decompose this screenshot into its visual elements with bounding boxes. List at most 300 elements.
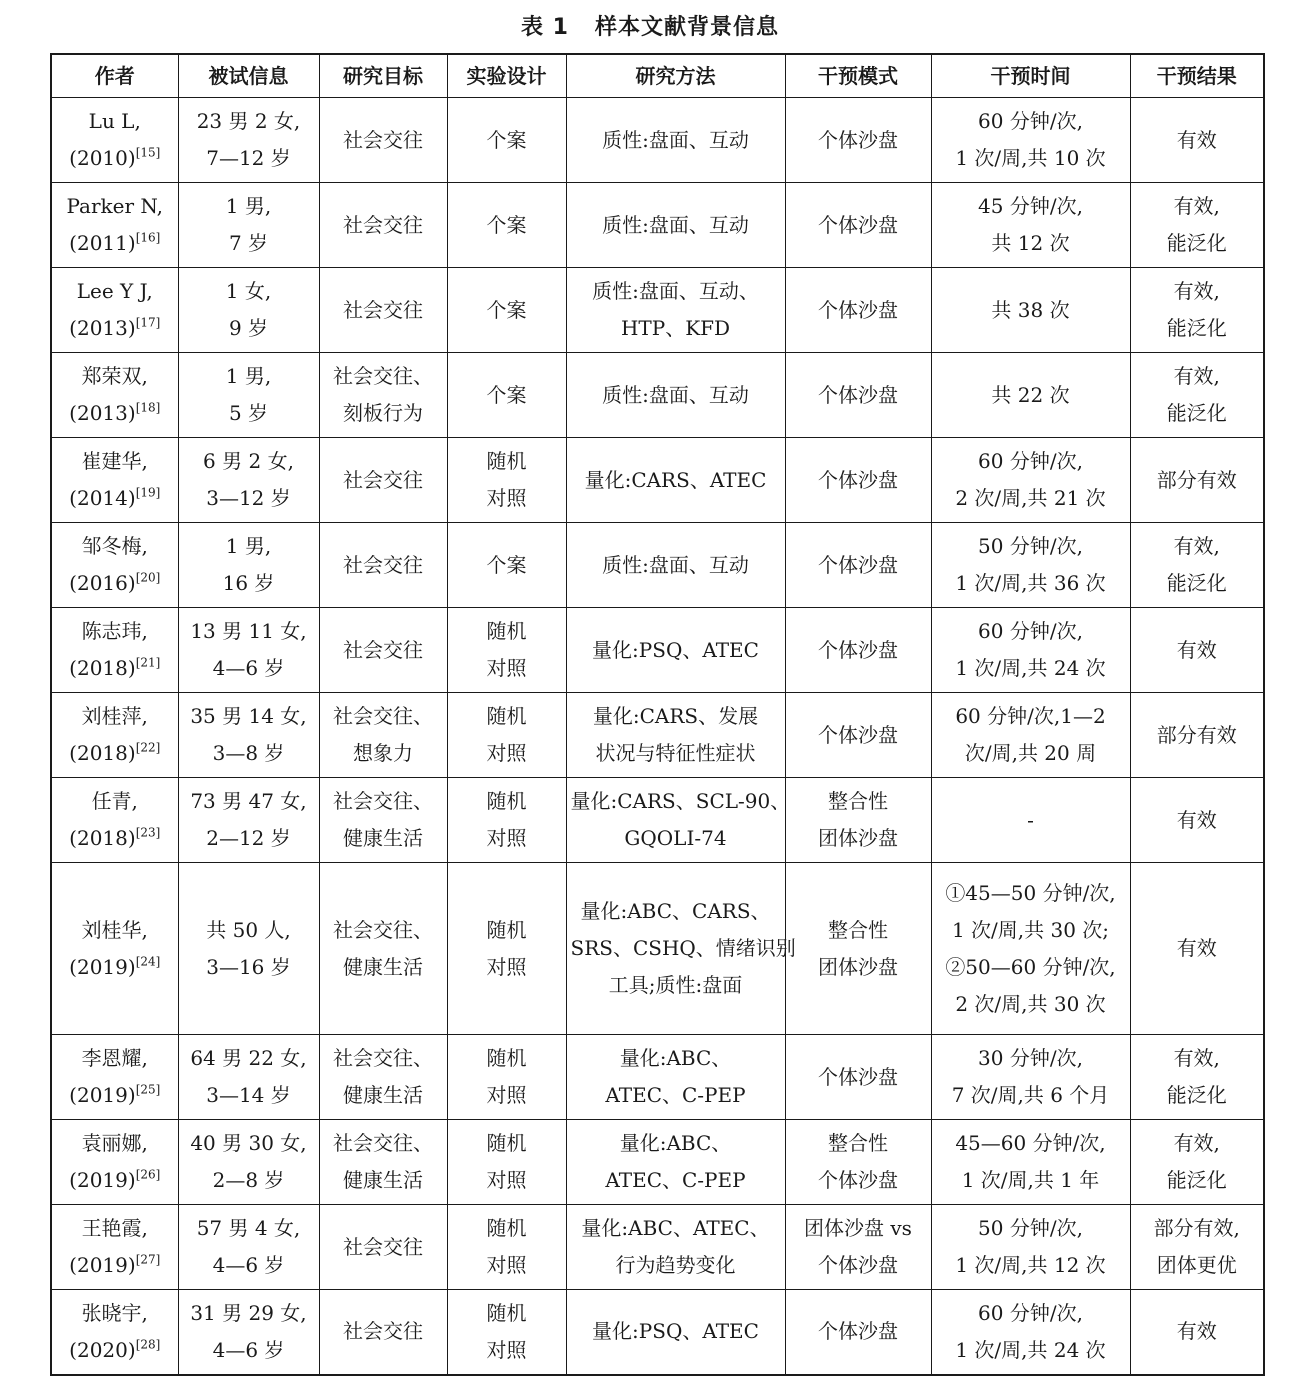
author-year-line: [56, 225, 174, 262]
cell-time: [931, 693, 1130, 778]
header-row: [51, 54, 1264, 98]
goal-text: 健康生活: [343, 826, 423, 850]
cell-author: [51, 438, 178, 523]
cell-design: [447, 1035, 566, 1120]
design-text: 随机: [486, 1046, 527, 1070]
mode-text: 个体沙盘: [818, 382, 898, 407]
cell-time: [931, 183, 1130, 268]
table-row: [51, 98, 1264, 183]
goal-text: 社会交往、: [333, 1131, 433, 1155]
cell-method: [566, 1290, 785, 1375]
subjects-text: 7 岁: [228, 231, 269, 255]
subjects-text: 3—12 岁: [206, 486, 291, 510]
author-year-line: [56, 820, 174, 857]
cell-author: [51, 1290, 178, 1375]
author-year-line: [56, 1247, 174, 1284]
author-name: 刘桂萍,: [81, 704, 148, 728]
result-text: 有效,: [1173, 364, 1220, 388]
design-text: 对照: [486, 954, 527, 979]
subjects-text: 7—12 岁: [206, 146, 291, 170]
author-name: 郑荣双,: [81, 364, 148, 388]
subjects-text: 13 男 11 女,: [190, 619, 307, 643]
subjects-text: 6 男 2 女,: [203, 449, 294, 473]
table-row: [51, 353, 1264, 438]
cell-goal: [319, 863, 447, 1035]
goal-text: 社会交往: [343, 127, 423, 152]
cell-result: [1130, 353, 1264, 438]
cell-time: [931, 778, 1130, 863]
cell-result: [1130, 1035, 1264, 1120]
cell-method: [566, 1205, 785, 1290]
mode-text: 个体沙盘: [818, 467, 898, 492]
table-row: [51, 1035, 1264, 1120]
cell-goal: [319, 778, 447, 863]
cell-subjects: [178, 268, 319, 353]
column-header-design: 实验设计: [447, 54, 566, 98]
subjects-text: 23 男 2 女,: [196, 109, 301, 133]
method-text: 量化:CARS、SCL-90、: [570, 789, 791, 813]
author-year: (2018): [69, 741, 136, 765]
result-text: 能泛化: [1166, 1168, 1227, 1192]
author-year: (2013): [69, 316, 136, 340]
author-name: 刘桂华,: [81, 917, 148, 942]
cell-design: [447, 778, 566, 863]
method-text: 量化:ABC、ATEC、: [581, 1216, 770, 1240]
method-text: 状况与特征性症状: [595, 741, 756, 765]
cell-result: [1130, 778, 1264, 863]
result-text: 有效: [1176, 807, 1217, 832]
subjects-text: 2—12 岁: [206, 826, 291, 850]
author-year-line: [56, 1332, 174, 1369]
cell-author: [51, 353, 178, 438]
cell-goal: [319, 523, 447, 608]
column-header-goal: 研究目标: [319, 54, 447, 98]
table-row: [51, 863, 1264, 1035]
column-header-result: 干预结果: [1130, 54, 1264, 98]
column-header-author: 作者: [51, 54, 178, 98]
mode-text: 个体沙盘: [818, 1064, 898, 1089]
goal-text: 社会交往、: [333, 789, 433, 813]
time-text: 7 次/周,共 6 个月: [951, 1083, 1110, 1107]
cell-time: [931, 1290, 1130, 1375]
time-text: 1 次/周,共 1 年: [961, 1168, 1100, 1192]
subjects-text: 9 岁: [228, 316, 269, 340]
cell-author: [51, 98, 178, 183]
result-text: 有效: [1176, 936, 1217, 960]
subjects-text: 2—8 岁: [212, 1168, 285, 1192]
cell-method: [566, 353, 785, 438]
cell-author: [51, 863, 178, 1035]
cell-design: [447, 98, 566, 183]
citation-ref: [20]: [135, 570, 161, 585]
cell-subjects: [178, 778, 319, 863]
cell-mode: [785, 1120, 931, 1205]
subjects-text: 3—16 岁: [206, 954, 291, 979]
design-text: 对照: [486, 486, 527, 510]
cell-time: [931, 1205, 1130, 1290]
design-text: 随机: [486, 1131, 527, 1155]
subjects-text: 1 男,: [225, 364, 272, 388]
author-year: (2014): [69, 486, 136, 510]
citation-ref: [15]: [135, 145, 161, 160]
mode-text: 整合性: [828, 789, 888, 813]
subjects-text: 64 男 22 女,: [190, 1046, 307, 1070]
time-text: 1 次/周,共 24 次: [955, 1337, 1106, 1362]
result-text: 能泛化: [1166, 1083, 1227, 1107]
cell-goal: [319, 1290, 447, 1375]
subjects-text: 3—14 岁: [206, 1083, 291, 1107]
author-year: (2010): [69, 146, 136, 170]
cell-result: [1130, 863, 1264, 1035]
cell-mode: [785, 1205, 931, 1290]
cell-design: [447, 1290, 566, 1375]
design-text: 随机: [486, 449, 527, 473]
cell-subjects: [178, 1205, 319, 1290]
goal-text: 社会交往: [343, 212, 423, 237]
cell-goal: [319, 98, 447, 183]
cell-subjects: [178, 693, 319, 778]
cell-author: [51, 1035, 178, 1120]
subjects-text: 1 女,: [225, 279, 272, 303]
cell-subjects: [178, 863, 319, 1035]
design-text: 对照: [486, 656, 527, 680]
column-header-time: 干预时间: [931, 54, 1130, 98]
author-year: (2020): [69, 1337, 136, 1362]
method-text: 质性:盘面、互动、: [592, 279, 759, 303]
mode-text: 团体沙盘: [818, 954, 898, 979]
cell-time: [931, 98, 1130, 183]
design-text: 随机: [486, 917, 527, 942]
cell-mode: [785, 1290, 931, 1375]
author-year-line: [56, 949, 174, 986]
citation-ref: [25]: [135, 1082, 161, 1097]
mode-text: 个体沙盘: [818, 127, 898, 152]
cell-subjects: [178, 183, 319, 268]
method-text: 量化:ABC、: [619, 1131, 732, 1155]
time-text: 60 分钟/次,: [978, 1300, 1083, 1325]
time-text: 60 分钟/次,1—2: [955, 704, 1106, 728]
result-text: 能泛化: [1166, 316, 1227, 340]
table-caption: [0, 10, 1300, 41]
mode-text: 个体沙盘: [818, 637, 898, 662]
table-body: [51, 98, 1264, 1375]
mode-text: 个体沙盘: [818, 552, 898, 577]
cell-method: [566, 863, 796, 1035]
cell-mode: [785, 438, 931, 523]
subjects-text: 4—6 岁: [212, 1253, 285, 1277]
time-text: 1 次/周,共 24 次: [955, 656, 1106, 680]
time-text: -: [1027, 807, 1034, 832]
author-year-line: [56, 480, 174, 517]
cell-design: [447, 608, 566, 693]
citation-ref: [27]: [135, 1252, 161, 1267]
subjects-text: 共 50 人,: [206, 917, 291, 942]
result-text: 部分有效: [1156, 467, 1237, 492]
cell-mode: [785, 778, 931, 863]
cell-goal: [319, 1035, 447, 1120]
cell-mode: [785, 523, 931, 608]
cell-time: [931, 1120, 1130, 1205]
cell-method: [566, 268, 785, 353]
cell-goal: [319, 1205, 447, 1290]
cell-mode: [785, 183, 931, 268]
method-text: 量化:CARS、ATEC: [584, 467, 767, 492]
subjects-text: 57 男 4 女,: [196, 1216, 301, 1240]
author-name: 王艳霞,: [81, 1216, 148, 1240]
result-text: 有效: [1176, 127, 1217, 152]
time-text: 共 22 次: [991, 382, 1070, 407]
cell-mode: [785, 863, 931, 1035]
time-text: ②50—60 分钟/次,: [945, 954, 1116, 979]
subjects-text: 1 男,: [225, 534, 272, 558]
cell-result: [1130, 98, 1264, 183]
author-year-line: [56, 650, 174, 687]
result-text: 团体更优: [1156, 1253, 1237, 1277]
author-name: Lu L,: [88, 109, 141, 133]
design-text: 随机: [486, 1300, 527, 1325]
cell-result: [1130, 1290, 1264, 1375]
table-row: [51, 438, 1264, 523]
cell-method: [566, 778, 791, 863]
time-text: 1 次/周,共 10 次: [955, 146, 1106, 170]
method-text: 质性:盘面、互动: [602, 212, 749, 237]
table-row: [51, 268, 1264, 353]
author-name: 任青,: [91, 789, 138, 813]
author-year: (2018): [69, 826, 136, 850]
cell-time: [931, 608, 1130, 693]
goal-text: 社会交往: [343, 297, 423, 322]
mode-text: 个体沙盘: [818, 722, 898, 747]
design-text: 个案: [486, 212, 527, 237]
result-text: 部分有效,: [1153, 1216, 1240, 1240]
cell-time: [931, 353, 1130, 438]
author-year: (2019): [69, 954, 136, 979]
cell-result: [1130, 693, 1264, 778]
goal-text: 社会交往: [343, 1319, 423, 1344]
subjects-text: 31 男 29 女,: [190, 1300, 307, 1325]
mode-text: 整合性: [828, 1131, 888, 1155]
cell-author: [51, 778, 178, 863]
mode-text: 个体沙盘: [818, 212, 898, 237]
cell-author: [51, 608, 178, 693]
mode-text: 个体沙盘: [818, 1253, 898, 1277]
mode-text: 个体沙盘: [818, 1319, 898, 1344]
author-name: 李恩耀,: [81, 1046, 148, 1070]
citation-ref: [18]: [135, 400, 161, 415]
goal-text: 健康生活: [343, 1083, 423, 1107]
cell-method: [566, 98, 785, 183]
column-header-subjects: 被试信息: [178, 54, 319, 98]
cell-time: [931, 1035, 1130, 1120]
author-name: 邹冬梅,: [81, 534, 148, 558]
time-text: 45 分钟/次,: [978, 194, 1083, 218]
cell-author: [51, 693, 178, 778]
cell-goal: [319, 1120, 447, 1205]
table-row: [51, 1290, 1264, 1375]
author-year: (2013): [69, 401, 136, 425]
table-row: [51, 693, 1264, 778]
cell-method: [566, 693, 785, 778]
method-text: 质性:盘面、互动: [602, 127, 749, 152]
result-text: 有效,: [1173, 534, 1220, 558]
column-header-method: 研究方法: [566, 54, 785, 98]
cell-design: [447, 523, 566, 608]
cell-author: [51, 523, 178, 608]
author-year: (2011): [69, 231, 136, 255]
design-text: 个案: [486, 127, 527, 152]
cell-time: [931, 863, 1130, 1035]
subjects-text: 73 男 47 女,: [190, 789, 307, 813]
method-text: 量化:CARS、发展: [592, 704, 759, 728]
cell-result: [1130, 438, 1264, 523]
cell-method: [566, 183, 785, 268]
method-text: HTP、KFD: [620, 316, 731, 340]
table-title: 样本文献背景信息: [594, 15, 779, 40]
table-row: [51, 523, 1264, 608]
method-text: 质性:盘面、互动: [602, 552, 749, 577]
citation-ref: [22]: [135, 740, 161, 755]
cell-mode: [785, 353, 931, 438]
cell-subjects: [178, 353, 319, 438]
author-year: (2016): [69, 571, 136, 595]
cell-result: [1130, 1120, 1264, 1205]
time-text: 1 次/周,共 36 次: [955, 571, 1106, 595]
goal-text: 社会交往: [343, 552, 423, 577]
cell-author: [51, 1205, 178, 1290]
author-year-line: [56, 565, 174, 602]
result-text: 有效,: [1173, 1046, 1220, 1070]
cell-mode: [785, 608, 931, 693]
mode-text: 个体沙盘: [818, 297, 898, 322]
cell-result: [1130, 1205, 1264, 1290]
cell-design: [447, 693, 566, 778]
citation-ref: [28]: [135, 1337, 161, 1352]
time-text: 50 分钟/次,: [978, 534, 1083, 558]
method-text: ATEC、C-PEP: [605, 1168, 746, 1192]
mode-text: 个体沙盘: [818, 1168, 898, 1192]
cell-design: [447, 268, 566, 353]
goal-text: 社会交往: [343, 1234, 423, 1259]
table-row: [51, 183, 1264, 268]
cell-result: [1130, 183, 1264, 268]
author-year-line: [56, 310, 174, 347]
citation-ref: [26]: [135, 1167, 161, 1182]
cell-time: [931, 523, 1130, 608]
method-text: 工具;质性:盘面: [608, 973, 743, 997]
cell-time: [931, 268, 1130, 353]
design-text: 个案: [486, 552, 527, 577]
cell-method: [566, 1035, 785, 1120]
time-text: 60 分钟/次,: [978, 449, 1083, 473]
result-text: 有效: [1176, 1319, 1217, 1344]
design-text: 随机: [486, 704, 527, 728]
author-name: Lee Y J,: [76, 279, 153, 303]
method-text: SRS、CSHQ、情绪识别: [570, 936, 796, 960]
cell-goal: [319, 608, 447, 693]
cell-author: [51, 183, 178, 268]
goal-text: 社会交往: [343, 637, 423, 662]
cell-result: [1130, 268, 1264, 353]
author-year: (2019): [69, 1168, 136, 1192]
citation-ref: [24]: [135, 954, 161, 969]
time-text: 1 次/周,共 12 次: [955, 1253, 1106, 1277]
citation-ref: [17]: [135, 315, 161, 330]
design-text: 对照: [486, 1253, 527, 1277]
cell-subjects: [178, 523, 319, 608]
column-header-mode: 干预模式: [785, 54, 931, 98]
cell-goal: [319, 693, 447, 778]
author-year-line: [56, 1162, 174, 1199]
cell-design: [447, 353, 566, 438]
cell-subjects: [178, 1120, 319, 1205]
cell-method: [566, 523, 785, 608]
method-text: ATEC、C-PEP: [605, 1083, 746, 1107]
author-year: (2018): [69, 656, 136, 680]
table-row: [51, 608, 1264, 693]
time-text: 2 次/周,共 30 次: [955, 991, 1106, 1016]
result-text: 有效: [1176, 637, 1217, 662]
author-name: 张晓宇,: [81, 1300, 148, 1325]
cell-author: [51, 1120, 178, 1205]
cell-mode: [785, 98, 931, 183]
method-text: 量化:ABC、: [619, 1046, 732, 1070]
design-text: 随机: [486, 789, 527, 813]
cell-method: [566, 438, 785, 523]
table-row: [51, 1205, 1264, 1290]
author-name: 陈志玮,: [81, 619, 148, 643]
citation-ref: [19]: [135, 485, 161, 500]
result-text: 能泛化: [1166, 401, 1227, 425]
cell-mode: [785, 268, 931, 353]
goal-text: 社会交往、: [333, 364, 433, 388]
cell-goal: [319, 268, 447, 353]
author-year-line: [56, 395, 174, 432]
cell-subjects: [178, 98, 319, 183]
author-name: 崔建华,: [81, 449, 148, 473]
goal-text: 社会交往、: [333, 917, 433, 942]
time-text: 45—60 分钟/次,: [955, 1131, 1106, 1155]
mode-text: 团体沙盘: [818, 826, 898, 850]
cell-result: [1130, 523, 1264, 608]
mode-text: 整合性: [828, 917, 888, 942]
time-text: 30 分钟/次,: [978, 1046, 1083, 1070]
cell-method: [566, 608, 785, 693]
result-text: 有效,: [1173, 1131, 1220, 1155]
citation-ref: [16]: [135, 230, 161, 245]
author-year-line: [56, 1077, 174, 1114]
subjects-text: 40 男 30 女,: [190, 1131, 307, 1155]
result-text: 有效,: [1173, 279, 1220, 303]
cell-goal: [319, 438, 447, 523]
cell-subjects: [178, 438, 319, 523]
method-text: 量化:PSQ、ATEC: [592, 1319, 759, 1344]
subjects-text: 16 岁: [222, 571, 275, 595]
method-text: 量化:PSQ、ATEC: [592, 637, 759, 662]
cell-design: [447, 1120, 566, 1205]
method-text: 量化:ABC、CARS、: [580, 899, 771, 923]
author-name: 袁丽娜,: [81, 1131, 148, 1155]
table-number: 表 1: [521, 15, 569, 40]
method-text: 质性:盘面、互动: [602, 382, 749, 407]
subjects-text: 4—6 岁: [212, 656, 285, 680]
goal-text: 想象力: [353, 741, 413, 765]
time-text: 共 38 次: [991, 297, 1070, 322]
time-text: 次/周,共 20 周: [964, 741, 1097, 765]
design-text: 随机: [486, 1216, 527, 1240]
cell-method: [566, 1120, 785, 1205]
cell-subjects: [178, 1290, 319, 1375]
table-row: [51, 1120, 1264, 1205]
